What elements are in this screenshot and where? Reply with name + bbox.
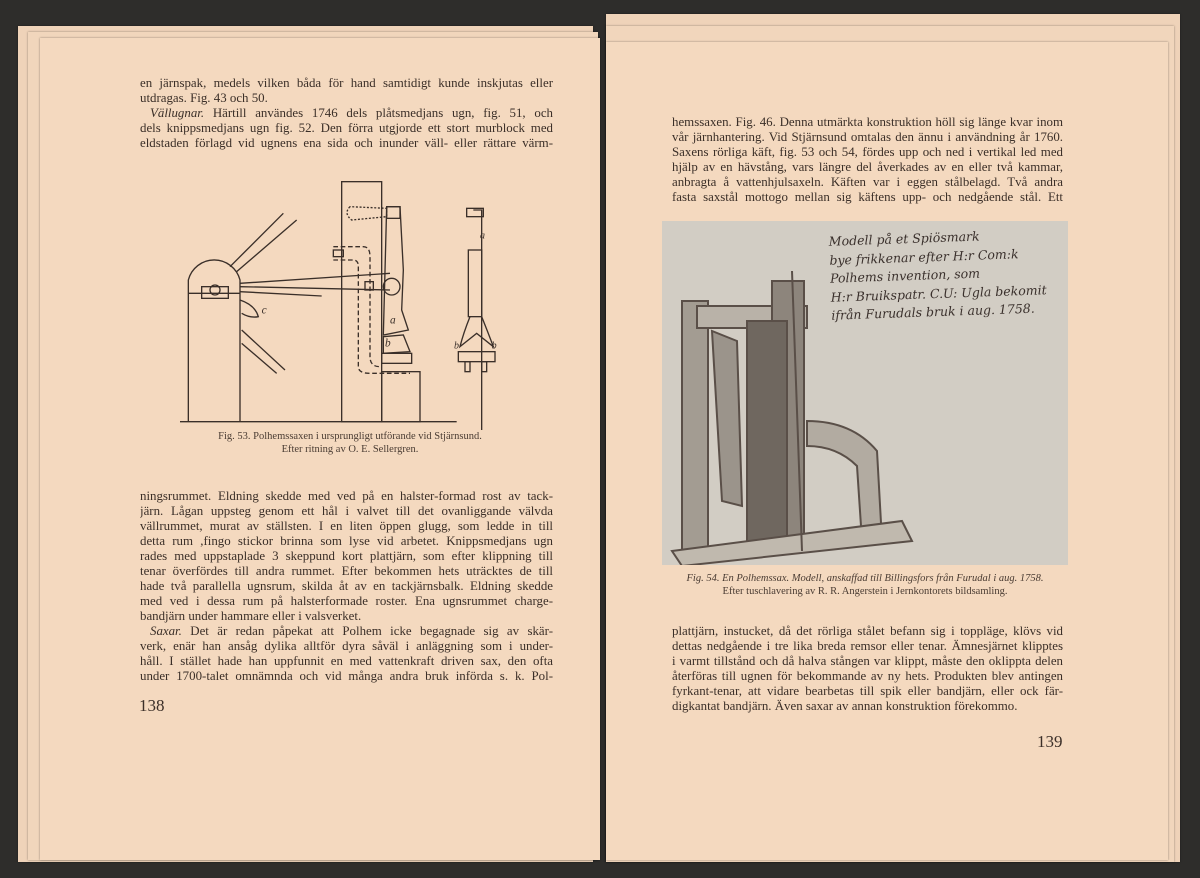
line-text: i varmt tillstånd och då halva stången var klippt, måste den oklippta delen bbox=[672, 654, 1063, 668]
line-text: fasta saxstål mottogo mellan sig käftens upp- och nedgående stål. Ett bbox=[672, 190, 1063, 204]
line-text: digkantat bandjärn. Även saxar av annan konstruktion förekommo. bbox=[672, 699, 1018, 713]
text-line bbox=[140, 76, 553, 91]
text-line bbox=[672, 160, 1063, 175]
text-line bbox=[672, 175, 1063, 190]
line-text: hjälp av en hävstång, vars längre del åverkades av en eller två kammar, bbox=[672, 160, 1063, 174]
text-line bbox=[140, 654, 553, 669]
right-top-paragraphs bbox=[672, 115, 1063, 205]
fig-54-photo bbox=[662, 221, 1068, 565]
handwriting-line: bye frikkenar efter H:r Com:k bbox=[829, 245, 1019, 268]
fig-53-caption-line-1: Fig. 53. Polhemssaxen i ursprungligt utförande vid Stjärnsund. bbox=[218, 431, 482, 442]
text-line bbox=[672, 115, 1063, 130]
text-line bbox=[140, 579, 553, 594]
line-text: håll. I stället hade han uppfunnit en med vattenkraft driven sax, den ofta bbox=[140, 654, 553, 668]
line-text: med ved i dessa rum på halsterformade roster. Ena ugnsrummet charge- bbox=[140, 594, 553, 608]
line-text: utdragas. Fig. 43 och 50. bbox=[140, 91, 268, 105]
text-line bbox=[672, 130, 1063, 145]
line-text: plattjärn, instucket, då det rörliga stålet befann sig i toppläge, klövs vid bbox=[672, 624, 1063, 638]
left-top-paragraphs bbox=[140, 76, 553, 151]
text-line bbox=[672, 699, 1063, 714]
text-line bbox=[672, 669, 1063, 684]
line-text: tenar överfördes till andra rummet. Efter bekommen hets uträcktes de till bbox=[140, 564, 553, 578]
label-a: a bbox=[390, 314, 396, 327]
text-line bbox=[140, 639, 553, 654]
line-text: återföras till ugnen för bekommande av ny hets. Produkten blev antingen bbox=[672, 669, 1063, 683]
line-text: anbragta å vattenhjulsaxeln. Käften var i eggen stålbelagd. Två andra bbox=[672, 175, 1063, 189]
text-line bbox=[140, 594, 553, 609]
line-text: en järnspak, medels vilken båda för hand samtidigt kunde inskjutas eller bbox=[140, 76, 553, 90]
label-b-detail-left: b bbox=[454, 340, 459, 352]
wheel-housing bbox=[188, 260, 240, 422]
line-text: bandjärn under hammare eller i valsverket. bbox=[140, 609, 362, 623]
text-line bbox=[140, 564, 553, 579]
line-text: järn. Lågan uppsteg genom ett hål i valvet till det ovanliggande välvda bbox=[140, 504, 553, 518]
text-line bbox=[140, 624, 553, 639]
fig-54-caption-line-1: Fig. 54. En Polhemssax. Modell, anskaffad till Billingsfors från Furudal i aug. 1758. bbox=[686, 573, 1044, 584]
text-line bbox=[140, 504, 553, 519]
fig-54-caption bbox=[662, 572, 1068, 598]
fig-53-caption bbox=[160, 430, 540, 456]
text-line bbox=[672, 190, 1063, 205]
text-line bbox=[140, 549, 553, 564]
text-line bbox=[140, 534, 553, 549]
line-text: dettas nedgående i tre lika breda remsor eller tenar. Ämnesjärnet klipptes bbox=[672, 639, 1063, 653]
italic-lead-word: Saxar. bbox=[150, 624, 182, 638]
detail-view bbox=[473, 210, 481, 430]
right-page-number: 139 bbox=[1037, 732, 1063, 751]
text-line bbox=[140, 519, 553, 534]
text-line bbox=[140, 91, 553, 106]
text-line bbox=[140, 489, 553, 504]
right-bottom-paragraphs bbox=[672, 624, 1063, 714]
line-text: hade två parallella ugnsrum, skilda åt av en tackjärnsbalk. Eldning skedde bbox=[140, 579, 553, 593]
text-line bbox=[672, 639, 1063, 654]
line-text: under 1700-talet omnämnda och vid många andra bruk införda s. k. Pol- bbox=[140, 669, 553, 683]
text-line bbox=[672, 145, 1063, 160]
handwriting-line: H:r Bruikspatr. C.U: Ugla bekomit bbox=[830, 281, 1047, 305]
handwriting-line: Modell på et Spiösmark bbox=[828, 228, 980, 249]
line-text: Saxens rörliga käft, fig. 53 och 54, fördes upp och ned i vertikal led med bbox=[672, 145, 1063, 159]
line-text: rades med uppstaplade 3 skeppund kort plattjärn, som efter klippning till bbox=[140, 549, 553, 563]
text-line bbox=[140, 136, 553, 151]
line-text: Härtill användes 1746 dels plåtsmedjans ugn, fig. 51, och bbox=[204, 106, 553, 120]
text-line bbox=[140, 669, 553, 684]
text-line bbox=[140, 121, 553, 136]
label-c: c bbox=[261, 304, 267, 317]
spoke-2 bbox=[242, 330, 285, 370]
text-line bbox=[140, 106, 553, 121]
line-text: eldstaden förlagd vid ugnens ena sida och inunder väll- eller rättare värm- bbox=[140, 136, 553, 150]
line-text: ningsrummet. Eldning skedde med ved på en halster-formad rost av tack- bbox=[140, 489, 553, 503]
line-text: dels knippsmedjans ugn fig. 52. Den förra utgjorde ett stort murblock med bbox=[140, 121, 553, 135]
left-page-number: 138 bbox=[139, 696, 165, 715]
line-text: vår järnhantering. Vid Stjärnsund omtalas den ännu i användning år 1760. bbox=[672, 130, 1063, 144]
post bbox=[342, 182, 382, 422]
left-bottom-paragraphs bbox=[140, 489, 553, 684]
text-line bbox=[672, 624, 1063, 639]
line-text: hemssaxen. Fig. 46. Denna utmärkta konstruktion höll sig länge kvar inom bbox=[672, 115, 1063, 129]
text-line bbox=[672, 654, 1063, 669]
line-text: Det är redan påpekat att Polhem icke begagnade sig av skär- bbox=[181, 624, 553, 638]
fig-53-drawing bbox=[170, 170, 530, 430]
text-line bbox=[672, 684, 1063, 699]
label-b-detail-right: b bbox=[491, 340, 497, 352]
handwriting-line: Polhems invention, som bbox=[829, 265, 981, 286]
block bbox=[382, 372, 420, 422]
line-text: vällrummet, murat av ställsten. I en liten öppen glugg, som ledde in till bbox=[140, 519, 553, 533]
label-b: b bbox=[385, 337, 391, 350]
line-text: verk, enär han ansåg dylika alltför dyra såväl i anläggning som i under- bbox=[140, 639, 553, 653]
line-text: fyrkant-tenar, att vidare bearbetas till spik eller bandjärn, eller ock fär- bbox=[672, 684, 1063, 698]
line-text: detta rum ,fingo stickor brinna som lyse vid arbetet. Knippsmedjans ugn bbox=[140, 534, 553, 548]
spoke-1 bbox=[230, 213, 283, 266]
handwritten-inscription bbox=[828, 225, 1047, 325]
fig-54-caption-line-2: Efter tuschlavering av R. R. Angerstein i Jernkontorets bildsamling. bbox=[722, 586, 1008, 597]
label-a-detail: a bbox=[480, 230, 485, 242]
italic-lead-word: Vällugnar. bbox=[150, 106, 205, 120]
text-line bbox=[140, 609, 553, 624]
handwriting-line: ifrån Furudals bruk i aug. 1758. bbox=[831, 300, 1035, 323]
fig-53-caption-line-2: Efter ritning av O. E. Sellergren. bbox=[281, 444, 419, 455]
